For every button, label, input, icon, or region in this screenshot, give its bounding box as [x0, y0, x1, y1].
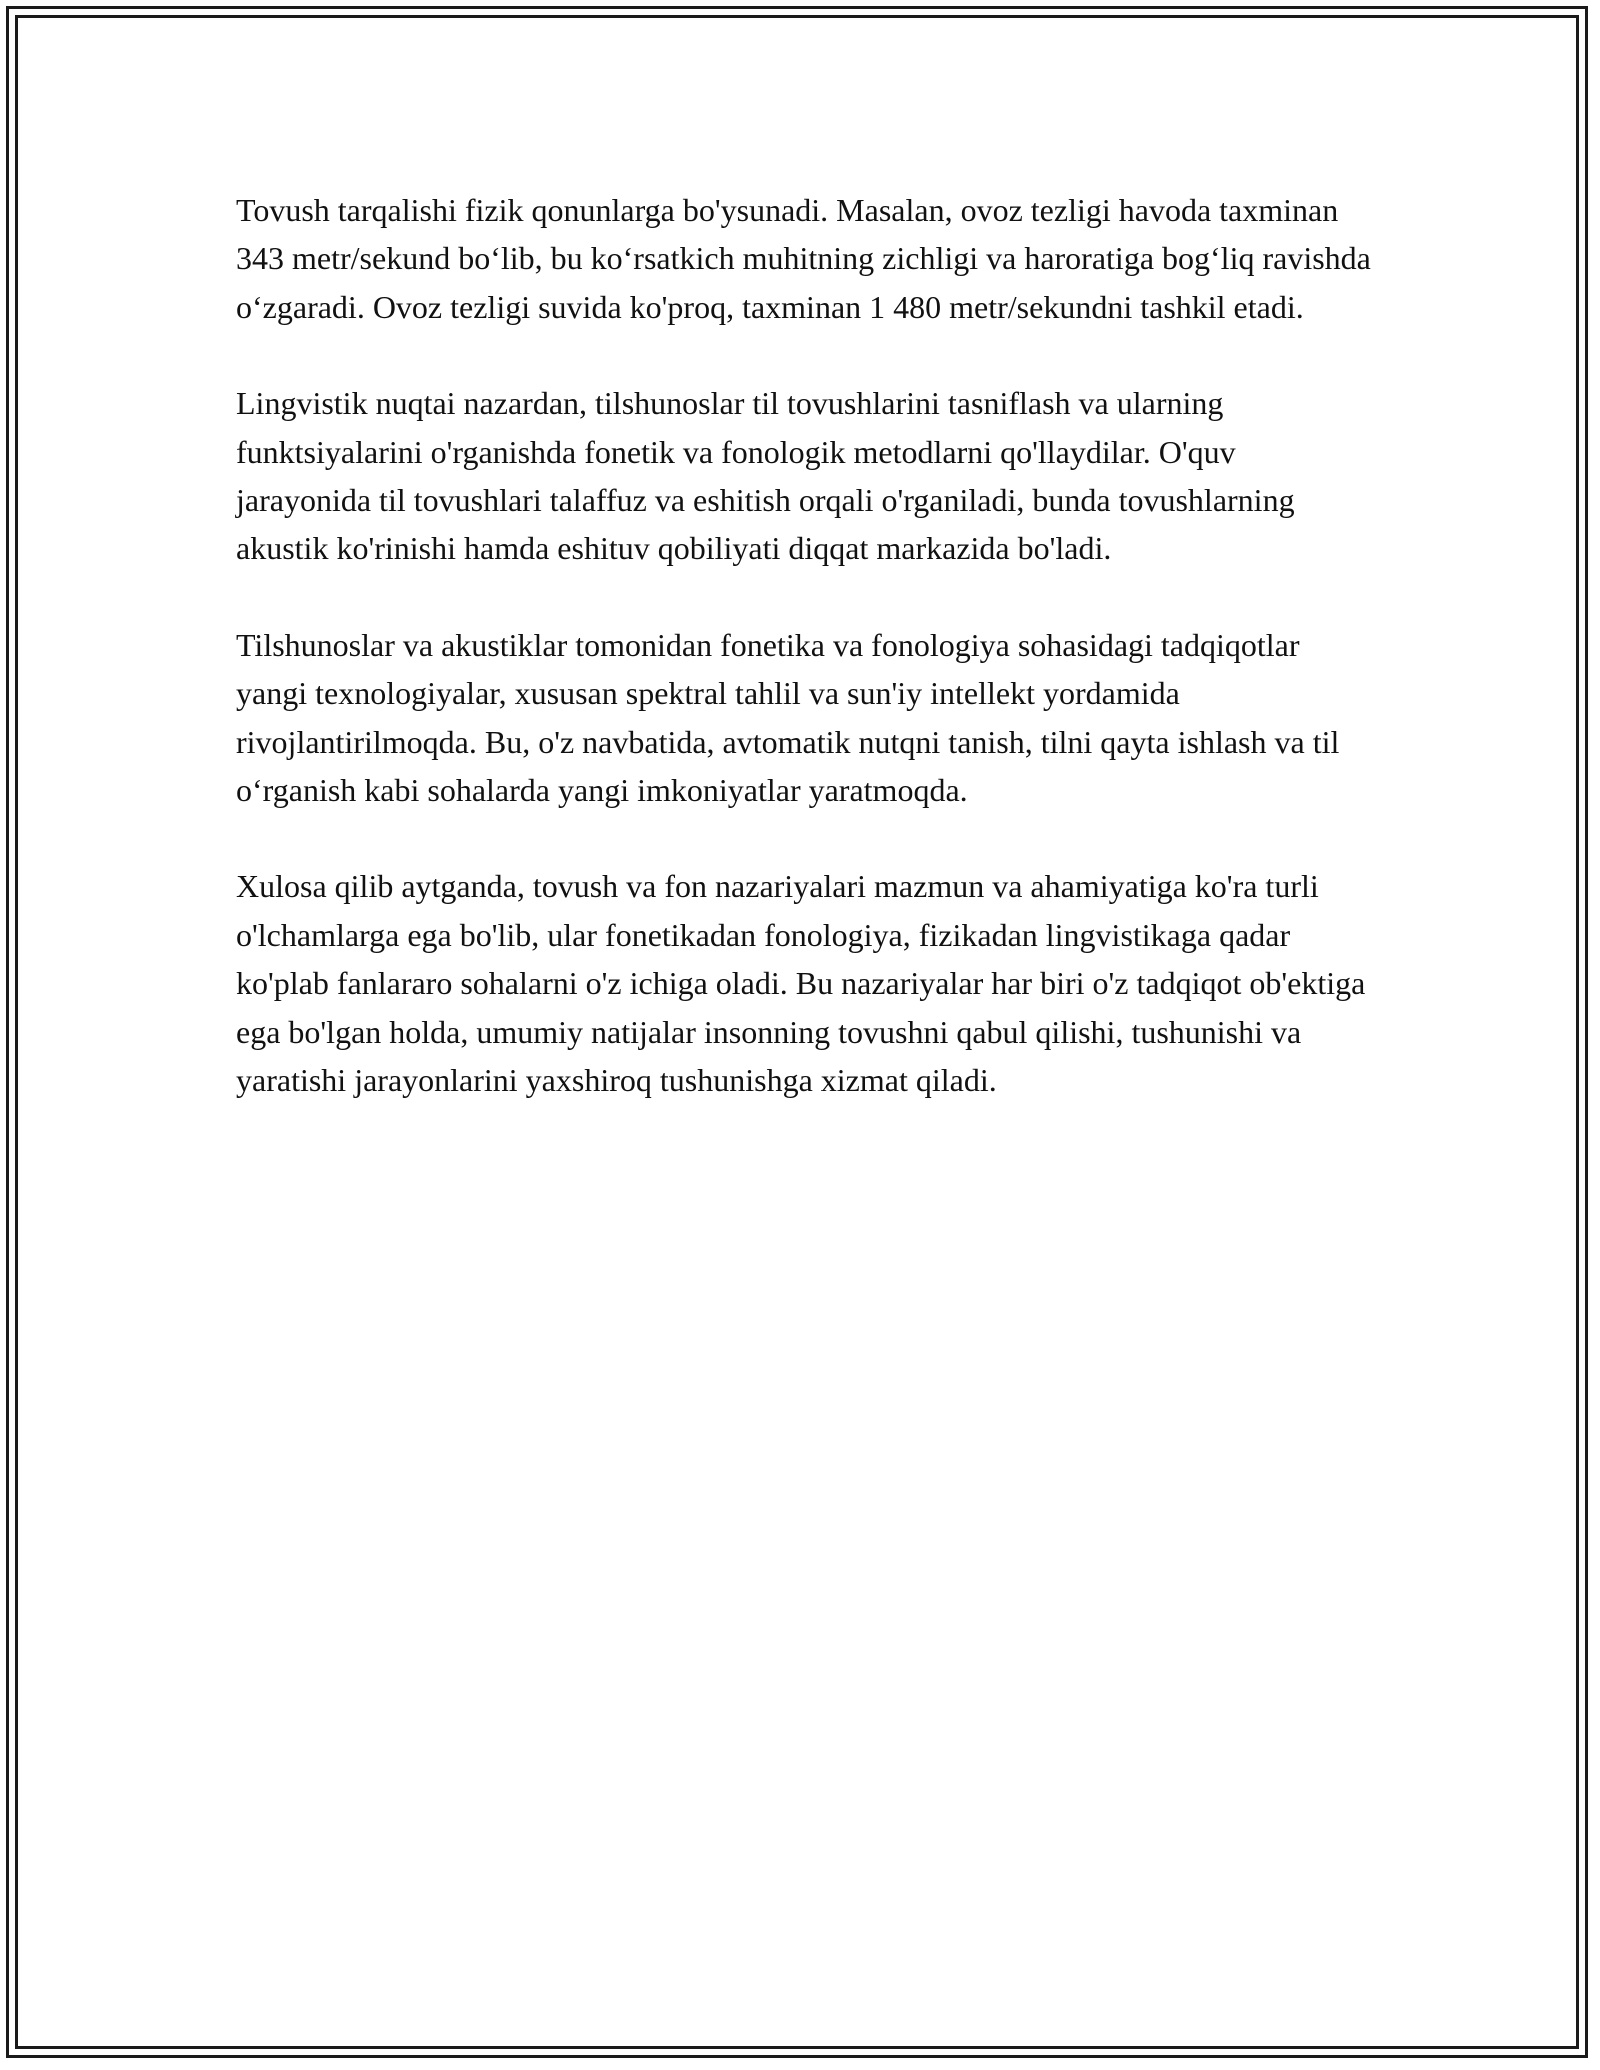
paragraph-research-technology: Tilshunoslar va akustiklar tomonidan fonetika va fonologiya sohasidagi tadqiqotlar yangi texnologiyalar, xususan spektral tahlil va sun'iy intellekt yordamida rivojlantirilmoqda. Bu, o'z navbatida, avtomatik nutqni tanish, tilni qayta ishlash va til o‘rganish kabi sohalarda yangi imkoniyatlar yaratmoqda. [236, 626, 1340, 809]
paragraph-conclusion: Xulosa qilib aytganda, tovush va fon nazariyalari mazmun va ahamiyatiga ko'ra turli o'lchamlarga ega bo'lib, ular fonetikadan fonologiya, fizikadan lingvistikaga qadar ko'plab fanlararo sohalarni o'z ichiga oladi. Bu nazariyalar har biri o'z tadqiqot ob'ektiga ega bo'lgan holda, umumiy natijalar insonning tovushni qabul qilishi, tushunishi va yaratishi jarayonlarini yaxshiroq tushunishga xizmat qiladi. [236, 868, 1366, 1099]
paragraph-sound-propagation: Tovush tarqalishi fizik qonunlarga bo'ysunadi. Masalan, ovoz tezligi havoda taxminan 343 metr/sekund bo‘lib, bu ko‘rsatkich muhitning zichligi va haroratiga bog‘liq ravishda o‘zgaradi. Ovoz tezligi suvida ko'proq, taxminan 1 480 metr/sekundni tashkil etadi. [236, 192, 1371, 325]
paragraph-linguistic-view: Lingvistik nuqtai nazardan, tilshunoslar til tovushlarini tasniflash va ularning funktsiyalarini o'rganishda fonetik va fonologik metodlarni qo'llaydilar. O'quv jarayonida til tovushlari talaffuz va eshitish orqali o'rganiladi, bunda tovushlarning akustik ko'rinishi hamda eshituv qobiliyati diqqat markazida bo'ladi. [236, 385, 1295, 567]
document-body [236, 186, 1376, 1153]
